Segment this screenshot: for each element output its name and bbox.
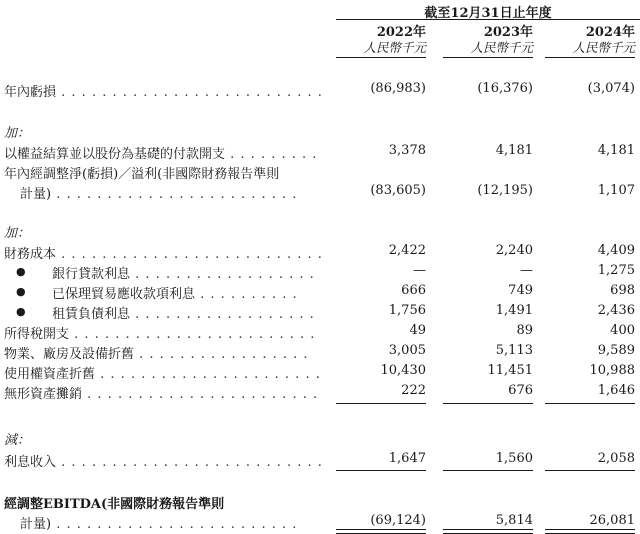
unit-rule-2023 <box>443 57 533 58</box>
row-loss-2022: (86,983) <box>370 81 426 96</box>
row-loss-2024: (3,074) <box>587 81 635 96</box>
row-adj-net-label-cont: 計量) . . . . . . . . . . . . . . . . . . . . . . . . <box>20 187 298 202</box>
row-factoring-label: 已保理貿易應收款項利息 . . . . . . . . . . <box>52 287 298 302</box>
row-interest-income-2022: 1,647 <box>388 451 426 466</box>
row-factoring-2022: 666 <box>401 283 426 298</box>
row-bank-loan-2023: — <box>520 263 533 278</box>
year-2023: 2023年 <box>483 25 533 40</box>
row-rou-2023: 11,451 <box>487 363 533 378</box>
row-ppe-2023: 5,113 <box>495 343 533 358</box>
row-loss-2023: (16,376) <box>477 81 533 96</box>
row-finance-cost-2024: 4,409 <box>597 243 635 258</box>
row-income-tax-2023: 89 <box>516 323 533 338</box>
row-adj-net-label: 年內經調整淨(虧損)／溢利(非國際財務報告準則 <box>4 167 280 182</box>
header-rule <box>336 19 640 20</box>
row-rou-label: 使用權資產折舊 . . . . . . . . . . . . . . . . . . . . . . <box>4 367 321 382</box>
subtotal-rule-2024 <box>545 403 635 404</box>
row-share-comp-2023: 4,181 <box>495 143 533 158</box>
row-intangible-2022: 222 <box>401 383 426 398</box>
section-add-2: 加： <box>4 226 31 241</box>
total-rule-2023 <box>443 529 533 534</box>
row-bank-loan-2022: — <box>413 263 426 278</box>
bullet-icon: ● <box>16 305 26 318</box>
row-share-comp-label: 以權益結算並以股份為基礎的付款開支 . . . . . . . . . <box>4 147 318 162</box>
row-ppe-label: 物業、廠房及設備折舊 . . . . . . . . . . . . . . . . . <box>4 347 309 362</box>
interest-rule-2023 <box>443 470 533 471</box>
row-adj-net-2024: 1,107 <box>597 183 635 198</box>
row-loss-label: 年內虧損 . . . . . . . . . . . . . . . . . . . . . . . . . . <box>4 85 323 100</box>
row-ebitda-2023: 5,814 <box>495 513 533 528</box>
unit-2022: 人民幣千元 <box>363 40 426 55</box>
row-interest-income-2023: 1,560 <box>495 451 533 466</box>
row-lease-2024: 2,436 <box>597 303 635 318</box>
section-less: 減： <box>4 433 31 448</box>
row-share-comp-2024: 4,181 <box>597 143 635 158</box>
row-finance-cost-2023: 2,240 <box>495 243 533 258</box>
row-bank-loan-2024: 1,275 <box>597 263 635 278</box>
row-ebitda-2022: (69,124) <box>370 513 426 528</box>
subtotal-rule-2023 <box>443 403 533 404</box>
row-factoring-2023: 749 <box>508 283 533 298</box>
row-ebitda-label-cont: 計量) . . . . . . . . . . . . . . . . . . . . . . . . <box>20 517 298 532</box>
period-header: 截至12月31日止年度 <box>424 6 552 21</box>
row-ppe-2024: 9,589 <box>597 343 635 358</box>
row-intangible-label: 無形資產攤銷 . . . . . . . . . . . . . . . . . . . . . . . <box>4 387 319 402</box>
unit-2024: 人民幣千元 <box>572 40 635 55</box>
year-2024: 2024年 <box>585 25 635 40</box>
year-2022: 2022年 <box>376 25 426 40</box>
row-intangible-2023: 676 <box>508 383 533 398</box>
row-adj-net-2022: (83,605) <box>370 183 426 198</box>
row-finance-cost-label: 財務成本 . . . . . . . . . . . . . . . . . . . . . . . . . . <box>4 247 323 262</box>
total-rule-2022 <box>336 529 426 534</box>
row-adj-net-2023: (12,195) <box>477 183 533 198</box>
row-bank-loan-label: 銀行貸款利息 . . . . . . . . . . . . . . . . . . <box>52 267 315 282</box>
row-ppe-2022: 3,005 <box>388 343 426 358</box>
row-interest-income-2024: 2,058 <box>597 451 635 466</box>
total-rule-2024 <box>545 529 635 534</box>
row-lease-2022: 1,756 <box>388 303 426 318</box>
bullet-icon: ● <box>16 265 26 278</box>
subtotal-rule-2022 <box>336 403 426 404</box>
row-ebitda-2024: 26,081 <box>589 513 635 528</box>
row-lease-2023: 1,491 <box>495 303 533 318</box>
unit-rule-2024 <box>545 57 635 58</box>
section-add-1: 加： <box>4 126 31 141</box>
row-income-tax-2024: 400 <box>610 323 635 338</box>
interest-rule-2024 <box>545 470 635 471</box>
row-share-comp-2022: 3,378 <box>388 143 426 158</box>
row-interest-income-label: 利息收入 . . . . . . . . . . . . . . . . . . . . . . . . . . <box>4 455 323 470</box>
row-income-tax-2022: 49 <box>409 323 426 338</box>
row-rou-2024: 10,988 <box>589 363 635 378</box>
row-income-tax-label: 所得稅開支 . . . . . . . . . . . . . . . . . . . . . . . . <box>4 327 316 342</box>
unit-rule-2022 <box>336 57 426 58</box>
unit-2023: 人民幣千元 <box>470 40 533 55</box>
row-finance-cost-2022: 2,422 <box>388 243 426 258</box>
row-lease-label: 租賃負債利息 . . . . . . . . . . . . . . . . . . <box>52 307 315 322</box>
interest-rule-2022 <box>336 470 426 471</box>
bullet-icon: ● <box>16 285 26 298</box>
row-rou-2022: 10,430 <box>380 363 426 378</box>
row-intangible-2024: 1,646 <box>597 383 635 398</box>
row-ebitda-label: 經調整EBITDA(非國際財務報告準則 <box>4 497 225 512</box>
row-factoring-2024: 698 <box>610 283 635 298</box>
